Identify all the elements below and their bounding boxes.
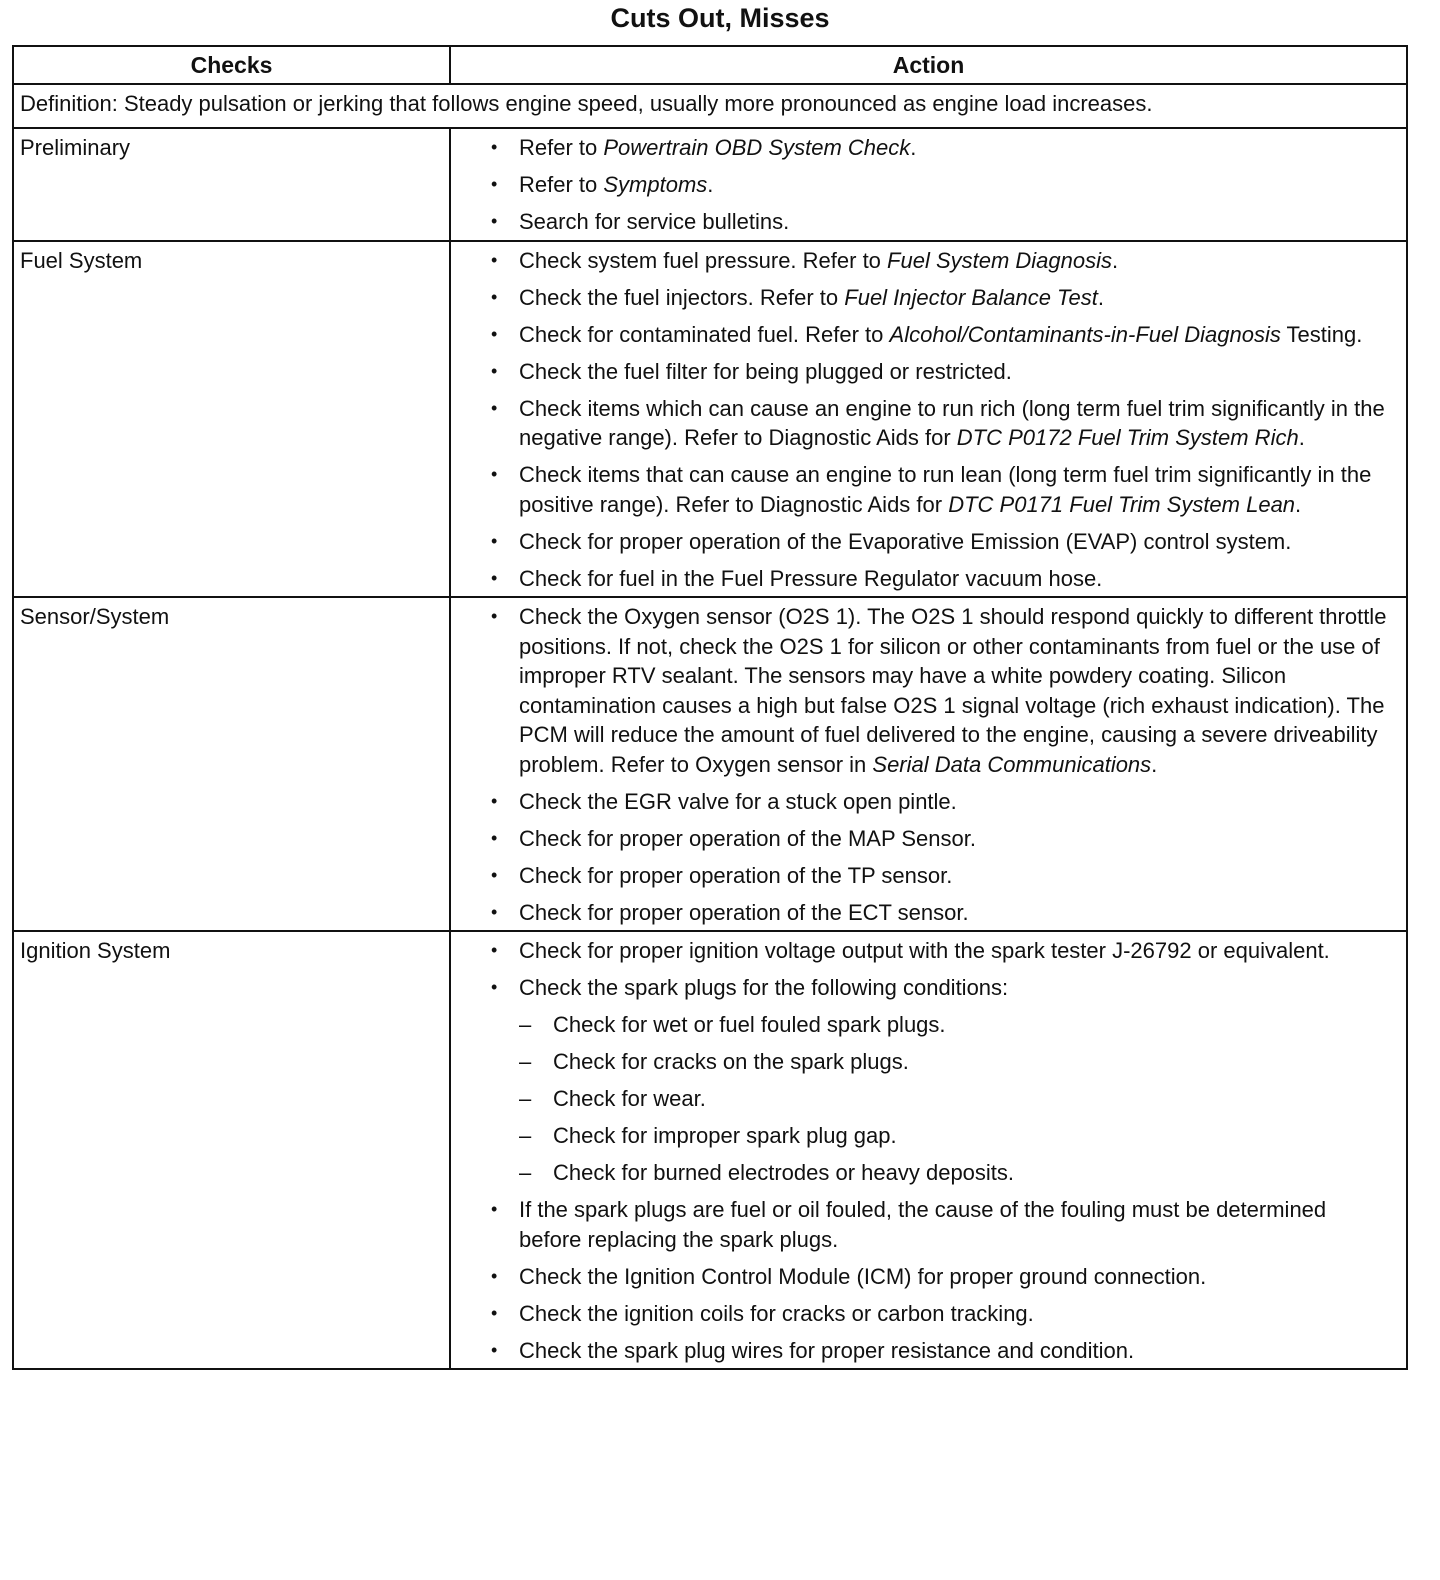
action-cell [450,931,1407,1369]
action-subitem: – Check for improper spark plug gap. [519,1121,1392,1151]
action-item: • Check for proper operation of the MAP Sensor. [491,824,1392,854]
check-cell: Preliminary [13,128,450,241]
page-title: Cuts Out, Misses [610,3,830,33]
check-cell: Ignition System [13,931,450,1369]
action-item: • Check the EGR valve for a stuck open pintle. [491,787,1392,817]
check-cell: Sensor/System [13,597,450,931]
action-item: • Check system fuel pressure. Refer to Fuel System Diagnosis. [491,246,1392,276]
reference-link: DTC P0171 Fuel Trim System Lean [948,491,1296,517]
action-item: • Check for fuel in the Fuel Pressure Regulator vacuum hose. [491,564,1392,594]
action-item: • Check the spark plugs for the following conditions: [491,973,1392,1003]
action-item: • Check for proper operation of the TP sensor. [491,861,1392,891]
action-item: • Check the Ignition Control Module (ICM) for proper ground connection. [491,1262,1392,1292]
definition-row [13,84,1407,128]
action-cell [450,128,1407,241]
action-list [491,246,1392,594]
header-row [13,46,1407,84]
action-item: • Refer to Symptoms. [491,170,1392,200]
table-row [13,241,1407,598]
action-subitem: – Check for cracks on the spark plugs. [519,1047,1392,1077]
action-cell [450,241,1407,598]
action-item: • Check the ignition coils for cracks or carbon tracking. [491,1299,1392,1329]
table-row [13,128,1407,241]
action-cell [450,597,1407,931]
action-list [491,602,1392,927]
action-header: Action [450,46,1407,84]
action-item: • Check for proper operation of the ECT sensor. [491,898,1392,928]
action-item: • Search for service bulletins. [491,207,1392,237]
action-item: • Check items that can cause an engine to run lean (long term fuel trim significantly in the positive range). Refer to Diagnostic Aids for DTC P0171 Fuel Trim System Lean. [491,460,1392,519]
action-item: • Check for proper operation of the Evaporative Emission (EVAP) control system. [491,527,1392,557]
action-subitem: – Check for wear. [519,1084,1392,1114]
action-item: • Check for contaminated fuel. Refer to Alcohol/Contaminants-in-Fuel Diagnosis Testing. [491,320,1392,350]
diagnostic-table [12,45,1408,1370]
action-item: • Check the fuel injectors. Refer to Fuel Injector Balance Test. [491,283,1392,313]
reference-link: Fuel System Diagnosis [887,247,1113,273]
action-subitem: – Check for wet or fuel fouled spark plugs. [519,1010,1392,1040]
definition-text: Definition: Steady pulsation or jerking that follows engine speed, usually more pronounced as engine load increases. [13,84,1407,128]
action-subitem: – Check for burned electrodes or heavy deposits. [519,1158,1392,1188]
action-list [491,936,1392,1365]
action-item: • Check for proper ignition voltage output with the spark tester J-26792 or equivalent. [491,936,1392,966]
table-row [13,597,1407,931]
action-item: • Check the Oxygen sensor (O2S 1). The O2S 1 should respond quickly to different throttle positions. If not, check the O2S 1 for silicon or other contaminants from fuel or the use of improper RTV sealant. The sensors may have a white powdery coating. Silicon contamination causes a high but false O2S 1 signal voltage (rich exhaust indication). The PCM will reduce the amount of fuel delivered to the engine, causing a severe driveability problem. Refer to Oxygen sensor in Serial Data Communications. [491,602,1392,779]
action-item: • Refer to Powertrain OBD System Check. [491,133,1392,163]
reference-link: Alcohol/Contaminants-in-Fuel Diagnosis [889,321,1281,347]
checks-header: Checks [13,46,450,84]
reference-link: Fuel Injector Balance Test [844,284,1098,310]
reference-link: Serial Data Communications [872,751,1152,777]
check-cell: Fuel System [13,241,450,598]
action-item: • Check items which can cause an engine to run rich (long term fuel trim significantly in the negative range). Refer to Diagnostic Aids for DTC P0172 Fuel Trim System Rich. [491,394,1392,453]
action-item: • Check the fuel filter for being plugged or restricted. [491,357,1392,387]
reference-link: Powertrain OBD System Check [603,135,911,160]
reference-link: Symptoms [603,172,708,197]
action-list [491,133,1392,237]
action-item: • If the spark plugs are fuel or oil fouled, the cause of the fouling must be determined before replacing the spark plugs. [491,1195,1392,1254]
action-item: • Check the spark plug wires for proper resistance and condition. [491,1336,1392,1366]
reference-link: DTC P0172 Fuel Trim System Rich [956,425,1299,450]
table-row [13,931,1407,1369]
